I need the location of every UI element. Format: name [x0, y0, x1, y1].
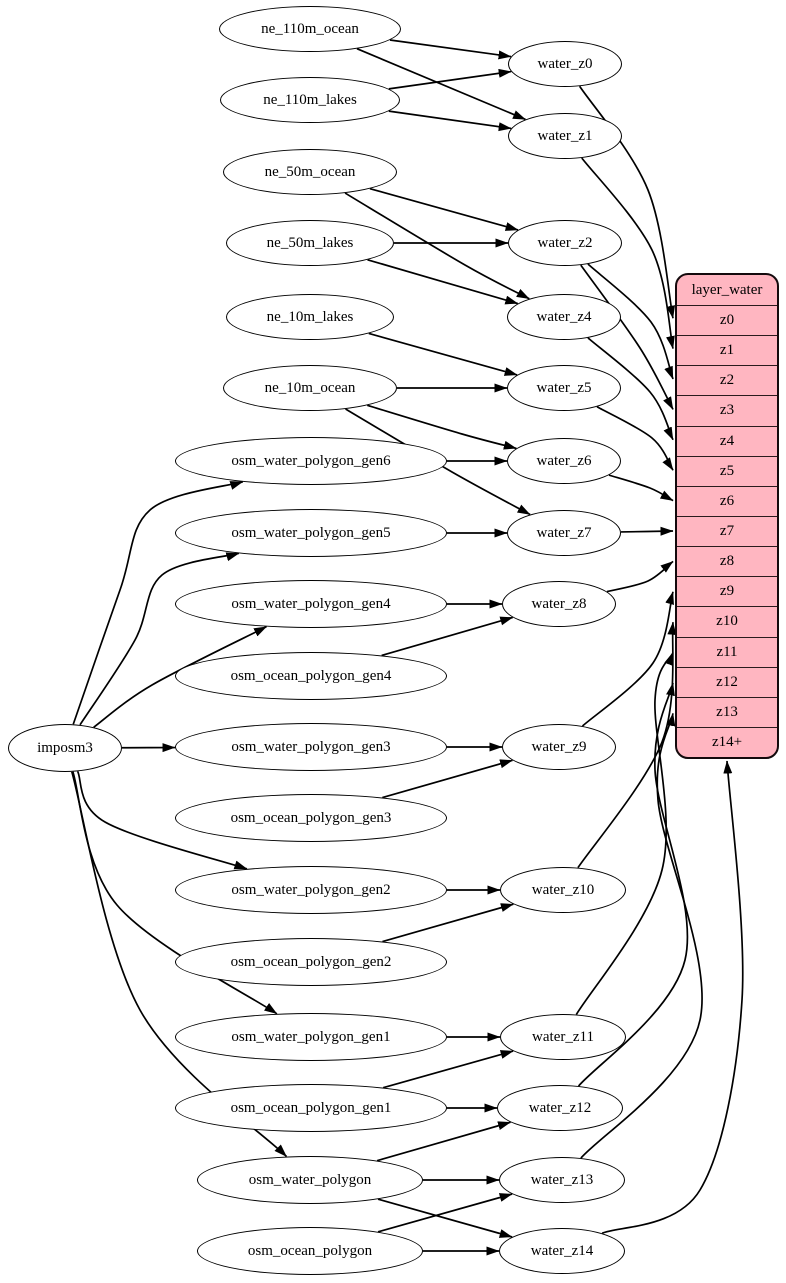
node-water_z13: water_z13	[499, 1157, 625, 1203]
node-osm_ocean_polygon_gen4: osm_ocean_polygon_gen4	[175, 652, 447, 700]
edge-water_z14-to-row-z14+	[602, 761, 743, 1233]
edge-water_z6-to-row-z6	[609, 475, 673, 500]
node-osm_ocean_polygon: osm_ocean_polygon	[197, 1227, 423, 1275]
edge-osm_ocean_polygon_gen3-to-water_z9	[382, 760, 512, 797]
node-water_z2: water_z2	[508, 220, 622, 266]
node-water_z7: water_z7	[507, 510, 621, 556]
record-row-z14+: z14+	[677, 727, 777, 757]
node-osm_water_polygon: osm_water_polygon	[197, 1156, 423, 1204]
record-row-z11: z11	[677, 637, 777, 667]
edge-ne_110m_lakes-to-water_z1	[389, 111, 511, 128]
node-osm_ocean_polygon_gen1: osm_ocean_polygon_gen1	[175, 1084, 447, 1132]
record-row-z10: z10	[677, 606, 777, 636]
node-osm_ocean_polygon_gen3: osm_ocean_polygon_gen3	[175, 794, 447, 842]
edge-osm_ocean_polygon_gen1-to-water_z11	[383, 1051, 513, 1088]
record-row-z8: z8	[677, 546, 777, 576]
edge-osm_ocean_polygon_gen2-to-water_z10	[382, 904, 513, 941]
record-row-z2: z2	[677, 365, 777, 395]
node-osm_water_polygon_gen6: osm_water_polygon_gen6	[175, 437, 447, 485]
record-title: layer_water	[691, 281, 763, 298]
node-water_z10: water_z10	[500, 867, 626, 913]
edge-ne_10m_lakes-to-water_z5	[369, 333, 517, 374]
node-osm_water_polygon_gen5: osm_water_polygon_gen5	[175, 509, 447, 557]
node-water_z5: water_z5	[507, 365, 621, 411]
node-water_z0: water_z0	[508, 41, 622, 87]
record-row-z6: z6	[677, 486, 777, 516]
edge-ne_110m_ocean-to-water_z0	[390, 40, 511, 57]
edge-osm_water_polygon-to-water_z12	[377, 1122, 510, 1160]
node-imposm3: imposm3	[8, 724, 122, 772]
record-row-z0: z0	[677, 305, 777, 335]
edge-water_z7-to-row-z7	[621, 531, 673, 532]
record-row-z4: z4	[677, 426, 777, 456]
edge-water_z11-to-row-z11	[576, 653, 673, 1015]
node-osm_water_polygon_gen3: osm_water_polygon_gen3	[175, 723, 447, 771]
node-ne_110m_ocean: ne_110m_ocean	[219, 6, 401, 52]
node-osm_water_polygon_gen4: osm_water_polygon_gen4	[175, 580, 447, 628]
node-osm_ocean_polygon_gen2: osm_ocean_polygon_gen2	[175, 938, 447, 986]
record-layer-water	[675, 273, 779, 759]
node-ne_50m_lakes: ne_50m_lakes	[226, 220, 394, 266]
node-water_z9: water_z9	[502, 724, 616, 770]
record-row-z3: z3	[677, 395, 777, 425]
record-row-z1: z1	[677, 335, 777, 365]
edge-osm_water_polygon-to-water_z14	[378, 1199, 512, 1237]
record-row-z5: z5	[677, 456, 777, 486]
record-row-z12: z12	[677, 667, 777, 697]
edge-water_z8-to-row-z8	[607, 561, 673, 591]
record-row-z9: z9	[677, 576, 777, 606]
node-water_z14: water_z14	[499, 1228, 625, 1274]
node-water_z1: water_z1	[508, 113, 622, 159]
node-ne_50m_ocean: ne_50m_ocean	[223, 149, 397, 195]
node-water_z4: water_z4	[507, 294, 621, 340]
edge-osm_ocean_polygon-to-water_z13	[378, 1194, 512, 1232]
edge-ne_110m_lakes-to-water_z0	[389, 72, 511, 89]
edge-imposm3-to-osm_water_polygon_gen5	[80, 553, 239, 725]
node-water_z12: water_z12	[497, 1085, 623, 1131]
node-water_z8: water_z8	[502, 581, 616, 627]
node-ne_110m_lakes: ne_110m_lakes	[220, 77, 400, 123]
record-row-z7: z7	[677, 516, 777, 546]
node-ne_10m_ocean: ne_10m_ocean	[223, 365, 397, 411]
node-osm_water_polygon_gen1: osm_water_polygon_gen1	[175, 1013, 447, 1061]
node-water_z11: water_z11	[500, 1014, 626, 1060]
record-row-z13: z13	[677, 697, 777, 727]
node-water_z6: water_z6	[507, 438, 621, 484]
node-osm_water_polygon_gen2: osm_water_polygon_gen2	[175, 866, 447, 914]
edge-ne_50m_ocean-to-water_z2	[370, 189, 518, 230]
node-ne_10m_lakes: ne_10m_lakes	[226, 294, 394, 340]
edge-osm_ocean_polygon_gen4-to-water_z8	[382, 617, 513, 655]
